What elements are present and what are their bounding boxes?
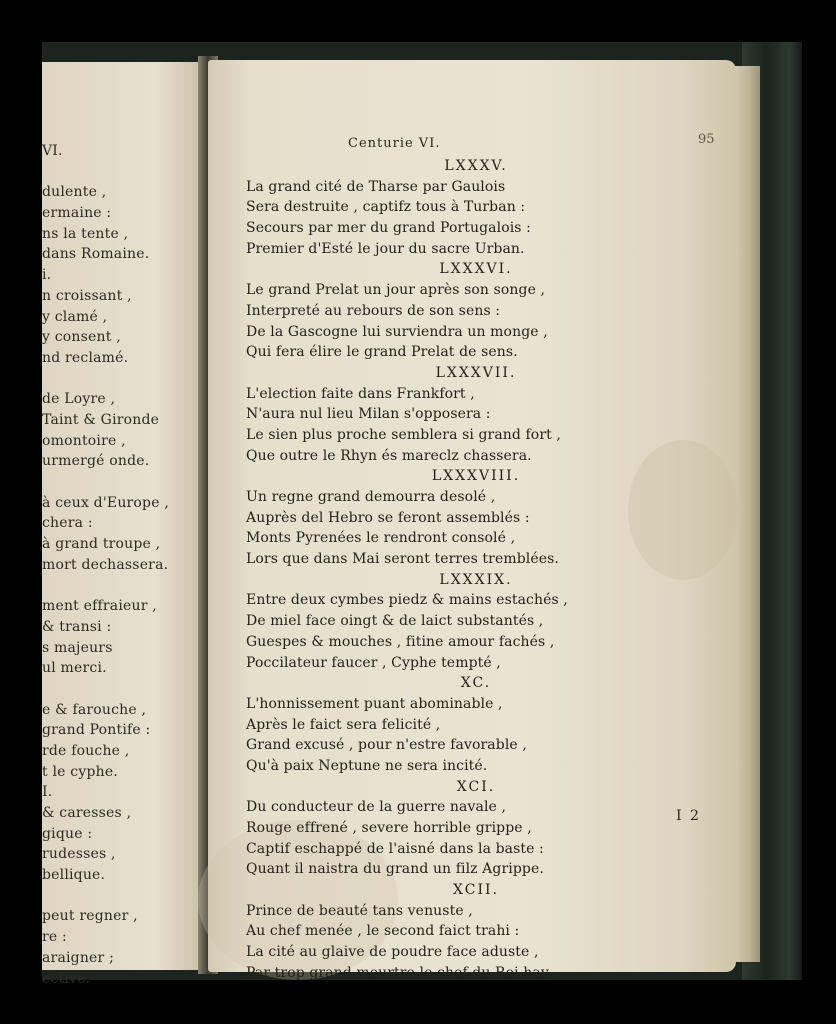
left-page-text (42, 141, 204, 989)
verse-line: Un regne grand demourra desolé , (246, 489, 496, 505)
left-page-line (42, 679, 204, 700)
left-page-line: ns la tente , (42, 225, 129, 242)
verse-line: Le grand Prelat un jour après son songe , (246, 282, 546, 299)
left-page-line: de Loyre , (42, 391, 116, 408)
left-page-line: nd reclamé. (42, 349, 129, 366)
verse-line: Guespes & mouches , fitine amour fachés , (246, 633, 555, 650)
left-page-line: rudesses , (42, 846, 116, 863)
left-page-line: ermaine : (42, 205, 112, 222)
left-page-line: à ceux d'Europe , (42, 494, 170, 511)
left-page-line: gique : (42, 825, 93, 842)
left-page-line: ment effraieur , (42, 598, 157, 615)
verse-line: Après le faict sera felicité , (246, 716, 441, 733)
verse-line: Que outre le Rhyn és mareclz chassera. (246, 447, 532, 464)
catchword: I 2 (676, 808, 701, 824)
quatrains (246, 156, 706, 984)
left-page-line: dans Romaine. (42, 246, 150, 263)
left-page-line: re : (42, 929, 67, 946)
verse-line: Entre deux cymbes piedz & mains estachés , (246, 592, 568, 609)
left-page-line: y consent , (42, 329, 121, 346)
verse-line: De la Gascogne lui surviendra un monge , (246, 323, 548, 340)
quatrain-number: XCI. (456, 778, 496, 795)
book-photo (42, 42, 794, 987)
left-page-line: n croissant , (42, 287, 132, 304)
left-page-line: à grand troupe , (42, 536, 161, 553)
verse-line: Secours par mer du grand Portugalois : (246, 220, 531, 237)
quatrain-number: XCII. (453, 882, 499, 899)
verse-line: Interpreté au rebours de son sens : (246, 302, 501, 319)
running-head: Centurie VI. (348, 136, 441, 151)
left-page-line: I. (42, 784, 53, 801)
verse-line: Le sien plus proche semblera si grand fort , (246, 426, 561, 443)
left-page-line: ective. (42, 970, 91, 987)
verse-line: Lors que dans Mai seront terres tremblées. (246, 551, 559, 568)
left-page-line: chera : (42, 515, 93, 532)
left-page-line: peut regner , (42, 908, 138, 925)
verse-line: N'aura nul lieu Milan s'opposera : (246, 406, 491, 423)
left-page-line: urmergé onde. (42, 453, 150, 470)
verse-line: Par trop grand meurtre le chef du Roi hay. (246, 964, 552, 981)
verse-line: Rouge effrené , severe horrible grippe , (246, 820, 532, 836)
left-page-line: omontoire , (42, 432, 126, 449)
left-page-line: & caresses , (42, 805, 132, 821)
left-page-line: & transi : (42, 618, 112, 635)
page-number: 95 (698, 132, 715, 147)
verse-line: Auprès del Hebro se feront assemblés : (246, 509, 530, 526)
right-page (208, 60, 736, 981)
verse-line: Prince de beauté tans venuste , (246, 902, 473, 919)
verse-line: Sera destruite , captifz tous à Turban : (246, 199, 526, 216)
verse-line: Du conducteur de la guerre navale , (246, 799, 507, 816)
quatrain-number: XC. (460, 675, 492, 692)
left-page-line: i. (42, 267, 52, 284)
verse-line: L'election faite dans Frankfort , (246, 385, 475, 402)
verse-line: Captif eschappé de l'aisné dans la baste : (246, 840, 544, 857)
left-page-line: Taint & Gironde (42, 411, 160, 428)
left-page-line: dulente , (42, 184, 107, 201)
quatrain-number: LXXXIX. (439, 571, 513, 588)
quatrain-number: LXXXVI. (439, 261, 513, 278)
verse-line: Qu'à paix Neptune ne sera incité. (246, 757, 488, 774)
left-page-line: araigner ; (42, 949, 114, 966)
left-page-line (42, 369, 204, 390)
verse-line: Grand excusé , pour n'estre favorable , (246, 737, 527, 754)
left-page-line: grand Pontife : (42, 722, 151, 739)
verse-line: Monts Pyrenées le rendront consolé , (246, 530, 516, 547)
verse-line: Qui fera élire le grand Prelat de sens. (246, 344, 518, 361)
verse-line: La grand cité de Tharse par Gaulois (246, 178, 506, 195)
verse-line: De miel face oingt & de laict substantés , (246, 613, 544, 630)
verse-line: Premier d'Esté le jour du sacre Urban. (246, 240, 525, 257)
quatrain-number: LXXXVII. (435, 364, 517, 381)
left-page-line: mort dechassera. (42, 556, 169, 573)
quatrain-number: LXXXVIII. (431, 468, 521, 485)
left-page-line (42, 886, 204, 907)
left-page-line (42, 162, 204, 183)
quatrain-number: LXXXV. (444, 158, 508, 174)
left-page-line: ul merci. (42, 660, 107, 677)
left-page-line: t le cyphe. (42, 763, 118, 780)
left-page-line: s majeurs (42, 639, 113, 656)
left-page-line: bellique. (42, 867, 106, 884)
verse-line: Au chef menée , le second faict trahi : (246, 923, 520, 940)
verse-line: Quant il naistra du grand un filz Agrippe. (246, 861, 544, 878)
left-page-line: VI. (42, 143, 63, 159)
verse-line: Poccilateur faucer , Cyphe tempté , (246, 654, 501, 671)
verse-line: L'honnissement puant abominable , (246, 695, 503, 712)
left-page-line: y clamé , (42, 308, 108, 325)
left-page (42, 62, 204, 987)
left-page-line: e & farouche , (42, 701, 147, 718)
verse-line: La cité au glaive de poudre face aduste , (246, 944, 539, 961)
left-page-line (42, 575, 204, 596)
left-page-line (42, 472, 204, 493)
left-page-line: rde fouche , (42, 742, 130, 759)
